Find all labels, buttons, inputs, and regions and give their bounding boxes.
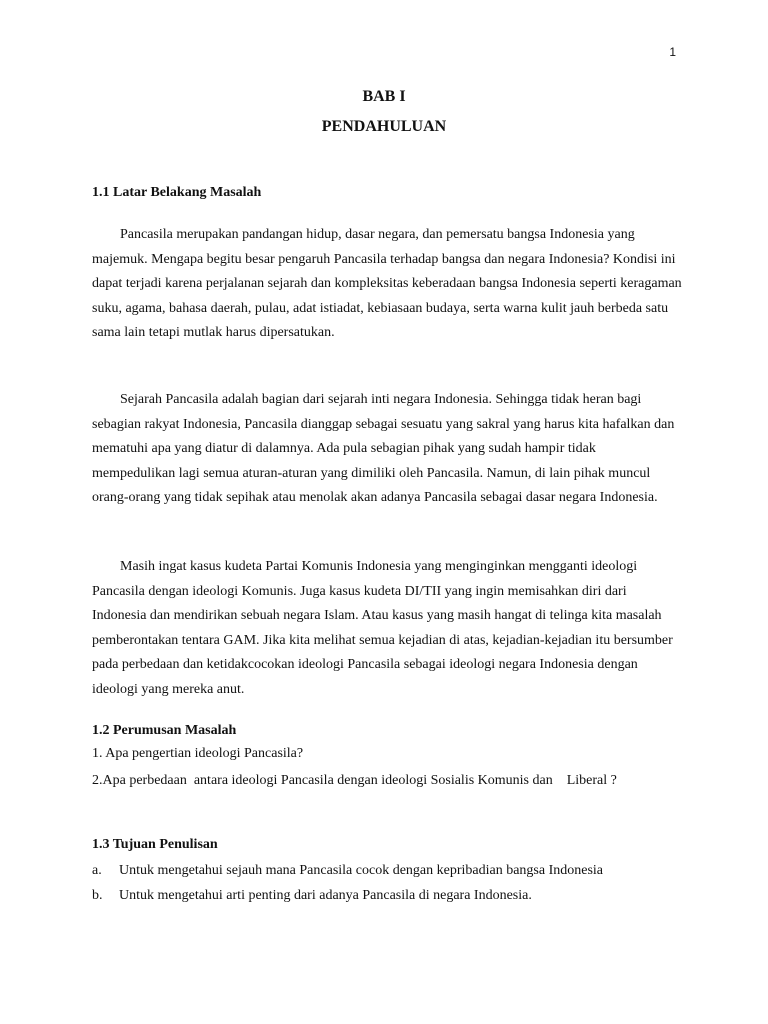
objective-marker-a: a. bbox=[92, 863, 102, 878]
paragraph-3 bbox=[92, 555, 682, 703]
objective-text-b: Untuk mengetahui arti penting dari adanya Pancasila di negara Indonesia. bbox=[119, 888, 532, 903]
page-number: 1 bbox=[669, 45, 676, 59]
objective-marker-b: b. bbox=[92, 888, 103, 903]
objective-item-b bbox=[92, 888, 532, 904]
section-heading-tujuan-penulisan: 1.3 Tujuan Penulisan bbox=[92, 837, 218, 852]
paragraph-3-text: Masih ingat kasus kudeta Partai Komunis Indonesia yang menginginkan mengganti ideologi Pancasila dengan ideologi Komunis. Juga kasus kudeta DI/TII yang ingin memisahkan diri dari Indonesia dan mendirikan sebuah negara Islam. Atau kasus yang masih hangat di telinga kita masalah pemberontakan tentara GAM. Jika kita melihat semua kejadian di atas, kejadian-kejadian itu bersumber pada perbedaan dan ketidakcocokan ideologi Pancasila sebagai ideologi negara Indonesia dengan ideologi yang mereka anut. bbox=[92, 559, 673, 697]
paragraph-1-text: Pancasila merupakan pandangan hidup, dasar negara, dan pemersatu bangsa Indonesia yang majemuk. Mengapa begitu besar pengaruh Pancasila terhadap bangsa dan negara Indonesia? Kondisi ini dapat terjadi karena perjalanan sejarah dan kompleksitas keberadaan bangsa Indonesia seperti keragaman suku, agama, bahasa daerah, pulau, adat istiadat, kebiasaan budaya, serta warna kulit jauh berbeda satu sama lain tetapi mutlak harus dipersatukan. bbox=[92, 227, 682, 341]
paragraph-1 bbox=[92, 223, 682, 346]
section-heading-latar-belakang: 1.1 Latar Belakang Masalah bbox=[92, 185, 262, 200]
problem-item-1: 1. Apa pengertian ideologi Pancasila? bbox=[92, 746, 304, 761]
paragraph-2 bbox=[92, 388, 682, 511]
chapter-number: BAB I bbox=[362, 88, 406, 105]
paragraph-2-text: Sejarah Pancasila adalah bagian dari sejarah inti negara Indonesia. Sehingga tidak heran bagi sebagian rakyat Indonesia, Pancasila dianggap sebagai sesuatu yang sakral yang harus kita hafalkan dan mematuhi apa yang diatur di dalamnya. Ada pula sebagian pihak yang sudah hampir tidak mempedulikan lagi semua aturan-aturan yang dimiliki oleh Pancasila. Namun, di lain pihak muncul orang-orang yang tidak sepihak atau menolak akan adanya Pancasila sebagai dasar negara Indonesia. bbox=[92, 392, 675, 506]
objective-item-a bbox=[92, 863, 603, 879]
chapter-title: PENDAHULUAN bbox=[321, 118, 447, 135]
objective-text-a: Untuk mengetahui sejauh mana Pancasila cocok dengan kepribadian bangsa Indonesia bbox=[119, 863, 604, 878]
problem-item-2: 2.Apa perbedaan antara ideologi Pancasila dengan ideologi Sosialis Komunis dan Liberal ? bbox=[92, 773, 617, 788]
section-heading-perumusan-masalah: 1.2 Perumusan Masalah bbox=[92, 723, 237, 738]
